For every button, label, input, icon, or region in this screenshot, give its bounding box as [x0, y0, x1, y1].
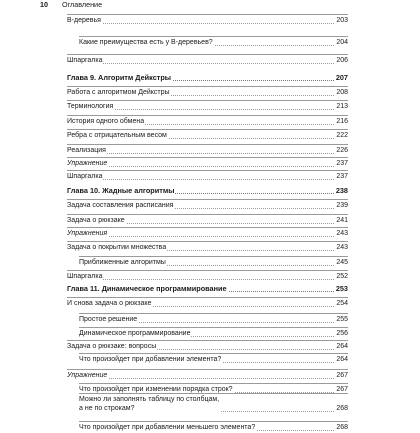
- running-head: [40, 0, 102, 12]
- entry-title: Ребра с отрицательным весом: [67, 132, 167, 139]
- entry-title-line-2: а не по строкам?: [79, 405, 135, 412]
- entry-title-line-1: Можно ли заполнять таблицу по столбцам,: [79, 396, 220, 403]
- entry-page-number: 252: [336, 273, 348, 280]
- entry-page-number: 213: [336, 103, 348, 110]
- entry-page-number: 268: [336, 405, 348, 412]
- entry-title: Что произойдет при изменении порядка строк?: [79, 386, 233, 393]
- entry-page-number: 253: [335, 284, 348, 293]
- dot-leader: [67, 179, 334, 180]
- toc-entry: [67, 214, 348, 226]
- entry-page-number: 226: [336, 147, 348, 154]
- toc-entry: [67, 54, 348, 66]
- entry-title: История одного обмена: [67, 118, 145, 125]
- entry-page-number: 264: [336, 343, 348, 350]
- entry-page-number: 238: [335, 186, 348, 195]
- toc-entry: [79, 353, 348, 365]
- entry-page-number: 207: [335, 73, 348, 82]
- entry-title: Упражнения: [67, 230, 108, 237]
- entry-title: Задача о рюкзаке: вопросы: [67, 343, 157, 350]
- entry-title: [79, 395, 220, 413]
- entry-title: Задача составления расписания: [67, 202, 174, 209]
- toc-entry: [67, 297, 348, 309]
- entry-page-number: 241: [336, 217, 348, 224]
- toc-entry: [67, 241, 348, 253]
- entry-title: Шпаргалка: [67, 173, 103, 180]
- dot-leader: [67, 63, 334, 64]
- toc-entry: [79, 327, 348, 339]
- toc-entry: [79, 393, 348, 414]
- entry-page-number: 245: [336, 259, 348, 266]
- entry-title: Шпаргалка: [67, 57, 103, 64]
- dot-leader: [67, 153, 334, 154]
- entry-title: Что произойдет при добавлении меньшего элемента?: [79, 424, 256, 431]
- page-number: 10: [40, 0, 48, 9]
- entry-page-number: 243: [336, 230, 348, 237]
- toc-entry: [79, 421, 348, 433]
- toc-chapter-entry: [67, 71, 348, 83]
- entry-page-number: 204: [336, 39, 348, 46]
- toc-entry: [67, 115, 348, 127]
- dot-leader: [67, 279, 334, 280]
- toc-entry: [67, 14, 348, 26]
- entry-page-number: 216: [336, 118, 348, 125]
- entry-page-number: 254: [336, 300, 348, 307]
- toc-entry: [79, 256, 348, 268]
- toc-entry: [67, 170, 348, 182]
- toc-entry: [67, 100, 348, 112]
- entry-page-number: 237: [336, 160, 348, 167]
- toc-entry: [79, 313, 348, 325]
- toc-entry: [67, 157, 348, 169]
- entry-title: B-деревья: [67, 17, 101, 24]
- entry-title: Реализация: [67, 147, 106, 154]
- toc-entry: [67, 199, 348, 211]
- entry-title: Простое решение: [79, 316, 138, 323]
- entry-page-number: 243: [336, 244, 348, 251]
- chapter-title: Глава 10. Жадные алгоритмы: [67, 186, 175, 195]
- chapter-title: Глава 11. Динамическое программирование: [67, 284, 227, 293]
- toc-entry: [67, 86, 348, 98]
- toc-entry: [79, 36, 348, 48]
- entry-page-number: 203: [336, 17, 348, 24]
- toc-chapter-entry: [67, 282, 348, 294]
- entry-title: Задача о рюкзаке: [67, 217, 125, 224]
- entry-title: Шпаргалка: [67, 273, 103, 280]
- entry-title: Какие преимущества есть у B-деревьев?: [79, 39, 213, 46]
- entry-title: Упражнение: [67, 160, 108, 167]
- entry-page-number: 208: [336, 89, 348, 96]
- entry-title: Задача о покрытии множества: [67, 244, 167, 251]
- running-head-title: Оглавление: [62, 0, 103, 9]
- entry-title: И снова задача о рюкзаке: [67, 300, 152, 307]
- entry-page-number: 237: [336, 173, 348, 180]
- entry-page-number: 222: [336, 132, 348, 139]
- entry-title: Упражнение: [67, 372, 108, 379]
- toc-entry: [67, 270, 348, 282]
- toc-entry: [67, 144, 348, 156]
- entry-page-number: 256: [336, 330, 348, 337]
- entry-page-number: 267: [336, 372, 348, 379]
- entry-page-number: 264: [336, 356, 348, 363]
- toc-entry: [67, 129, 348, 141]
- toc-entry: [67, 227, 348, 239]
- toc-entry: [67, 340, 348, 352]
- entry-page-number: 267: [336, 386, 348, 393]
- entry-title: Динамическое программирование: [79, 330, 191, 337]
- entry-title: Приближенные алгоритмы: [79, 259, 166, 266]
- toc-chapter-entry: [67, 184, 348, 196]
- entry-page-number: 255: [336, 316, 348, 323]
- entry-page-number: 239: [336, 202, 348, 209]
- entry-title: Работа с алгоритмом Дейкстры: [67, 89, 170, 96]
- entry-title: Что произойдет при добавлении элемента?: [79, 356, 222, 363]
- entry-page-number: 206: [336, 57, 348, 64]
- entry-title: Терминология: [67, 103, 114, 110]
- entry-page-number: 268: [336, 424, 348, 431]
- dot-leader: [67, 23, 334, 24]
- chapter-title: Глава 9. Алгоритм Дейкстры: [67, 73, 172, 82]
- toc-entry: [67, 369, 348, 381]
